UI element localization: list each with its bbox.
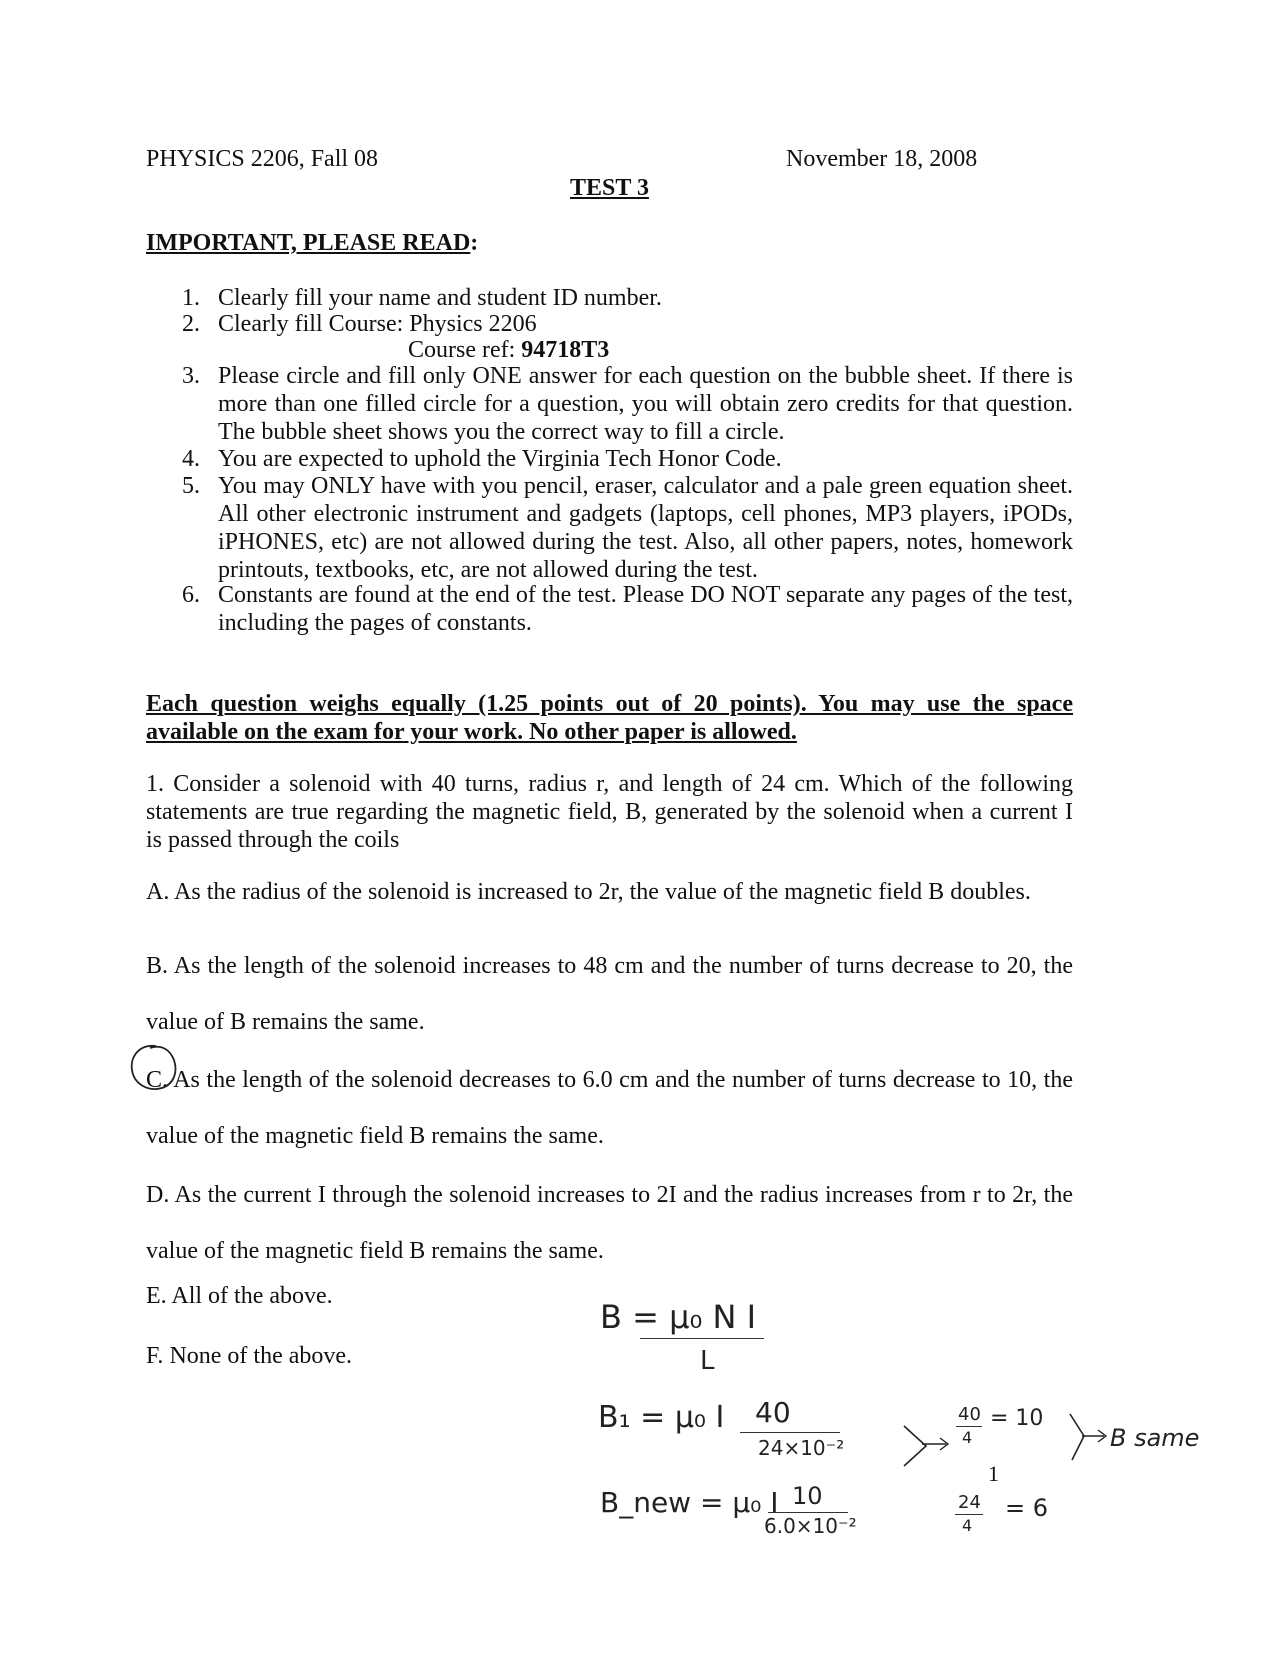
option-text: As the radius of the solenoid is increased to 2r, the value of the magnetic field B doubles.: [174, 879, 1031, 905]
test-title: TEST 3: [570, 175, 649, 201]
hw-bnew-den: 6.0×10⁻²: [764, 1514, 857, 1538]
option-label: B.: [146, 953, 169, 979]
option-text: All of the above.: [171, 1283, 333, 1309]
exam-date: November 18, 2008: [786, 146, 978, 172]
instruction-number: 3.: [182, 363, 200, 389]
weights-notice: Each question weighs equally (1.25 points out of 20 points). You may use the space available on the exam for your work. No other paper is allowed.: [146, 691, 1073, 745]
hw-brace-arrow-icon: [900, 1420, 960, 1470]
hw-ratio1-den: 4: [962, 1428, 973, 1447]
option-f: [146, 1342, 352, 1370]
instruction-number: 4.: [182, 446, 200, 472]
hw-b1-left: B₁ = μ₀ I: [598, 1400, 725, 1435]
hw-bnew-left: B_new = μ₀ I: [600, 1486, 779, 1519]
option-c: [146, 1052, 1073, 1164]
question-stem: 1. Consider a solenoid with 40 turns, radius r, and length of 24 cm. Which of the following statements are true regarding the magnetic field, B, generated by the solenoid when a current I is passed through the coils: [146, 771, 1073, 853]
hw-ratio1-bar: [956, 1426, 982, 1427]
option-label: A.: [146, 879, 170, 905]
hw-ratio1-result: = 10: [990, 1406, 1044, 1431]
option-label: C.: [146, 1067, 169, 1093]
option-label: F.: [146, 1343, 164, 1369]
option-b: [146, 938, 1073, 1050]
hw-formula-top: B = μ₀ N I: [600, 1298, 757, 1336]
option-label: E.: [146, 1283, 167, 1309]
answer-circle-mark: [126, 1040, 186, 1096]
hw-fraction-bar: [640, 1338, 764, 1339]
hw-one: 1: [988, 1461, 999, 1486]
hw-b1-den: 24×10⁻²: [758, 1436, 845, 1460]
option-text: As the length of the solenoid decreases to 6.0 cm and the number of turns decrease to 10, the value of the magnetic field B remains the same.: [146, 1067, 1073, 1149]
instruction-item: You are expected to uphold the Virginia Tech Honor Code.: [218, 446, 782, 472]
instruction-number: 6.: [182, 582, 200, 608]
instruction-item: Clearly fill Course: Physics 2206: [218, 311, 537, 337]
instruction-item: You may ONLY have with you pencil, eraser, calculator and a pale green equation sheet. All other electronic instrument and gadgets (laptops, cell phones, MP3 players, iPODs, iPHONES, etc) are not allowed during the test. Also, all other papers, notes, homework printouts, textbooks, etc, are not allowed during the test.: [218, 473, 1073, 583]
hw-ratio2-num: 24: [958, 1492, 981, 1513]
option-e: [146, 1282, 333, 1310]
course-ref: [408, 336, 609, 364]
hw-conclusion: B same: [1110, 1424, 1200, 1452]
instruction-item: Constants are found at the end of the test. Please DO NOT separate any pages of the test, including the pages of constants.: [218, 582, 1073, 636]
option-label: D.: [146, 1182, 170, 1208]
important-heading-colon: :: [470, 230, 479, 256]
instruction-item: Please circle and fill only ONE answer for each question on the bubble sheet. If there is more than one filled circle for a question, you will obtain zero credits for that question. The bubble sheet shows you the correct way to fill a circle.: [218, 363, 1073, 445]
option-a: [146, 878, 1031, 906]
course-header: PHYSICS 2206, Fall 08: [146, 146, 379, 172]
hw-ratio2-result: = 6: [1005, 1494, 1049, 1522]
hw-b1-num: 40: [755, 1396, 791, 1429]
important-heading-text: IMPORTANT, PLEASE READ: [146, 230, 471, 256]
option-text: As the length of the solenoid increases to 48 cm and the number of turns decrease to 20, the value of B remains the same.: [146, 953, 1073, 1035]
instruction-item: Clearly fill your name and student ID number.: [218, 285, 662, 311]
hw-bnew-bar: [768, 1512, 848, 1513]
instruction-number: 2.: [182, 311, 200, 337]
hw-ratio2-den: 4: [962, 1516, 973, 1535]
option-text: As the current I through the solenoid increases to 2I and the radius increases from r to 2r, the value of the magnetic field B remains the same.: [146, 1182, 1073, 1264]
option-d: [146, 1167, 1073, 1279]
hw-ratio1-num: 40: [958, 1404, 981, 1425]
course-ref-value: 94718T3: [521, 337, 610, 363]
option-text: None of the above.: [169, 1343, 353, 1369]
hw-bnew-num: 10: [792, 1482, 823, 1510]
hw-ratio2-bar: [955, 1514, 983, 1515]
instruction-number: 1.: [182, 285, 200, 311]
hw-b1-bar: [740, 1432, 840, 1433]
hw-conclusion-arrow-icon: [1066, 1408, 1114, 1464]
instruction-number: 5.: [182, 473, 200, 499]
course-ref-label: Course ref:: [408, 337, 522, 363]
important-heading: [146, 229, 478, 257]
hw-formula-bottom: L: [700, 1346, 715, 1376]
